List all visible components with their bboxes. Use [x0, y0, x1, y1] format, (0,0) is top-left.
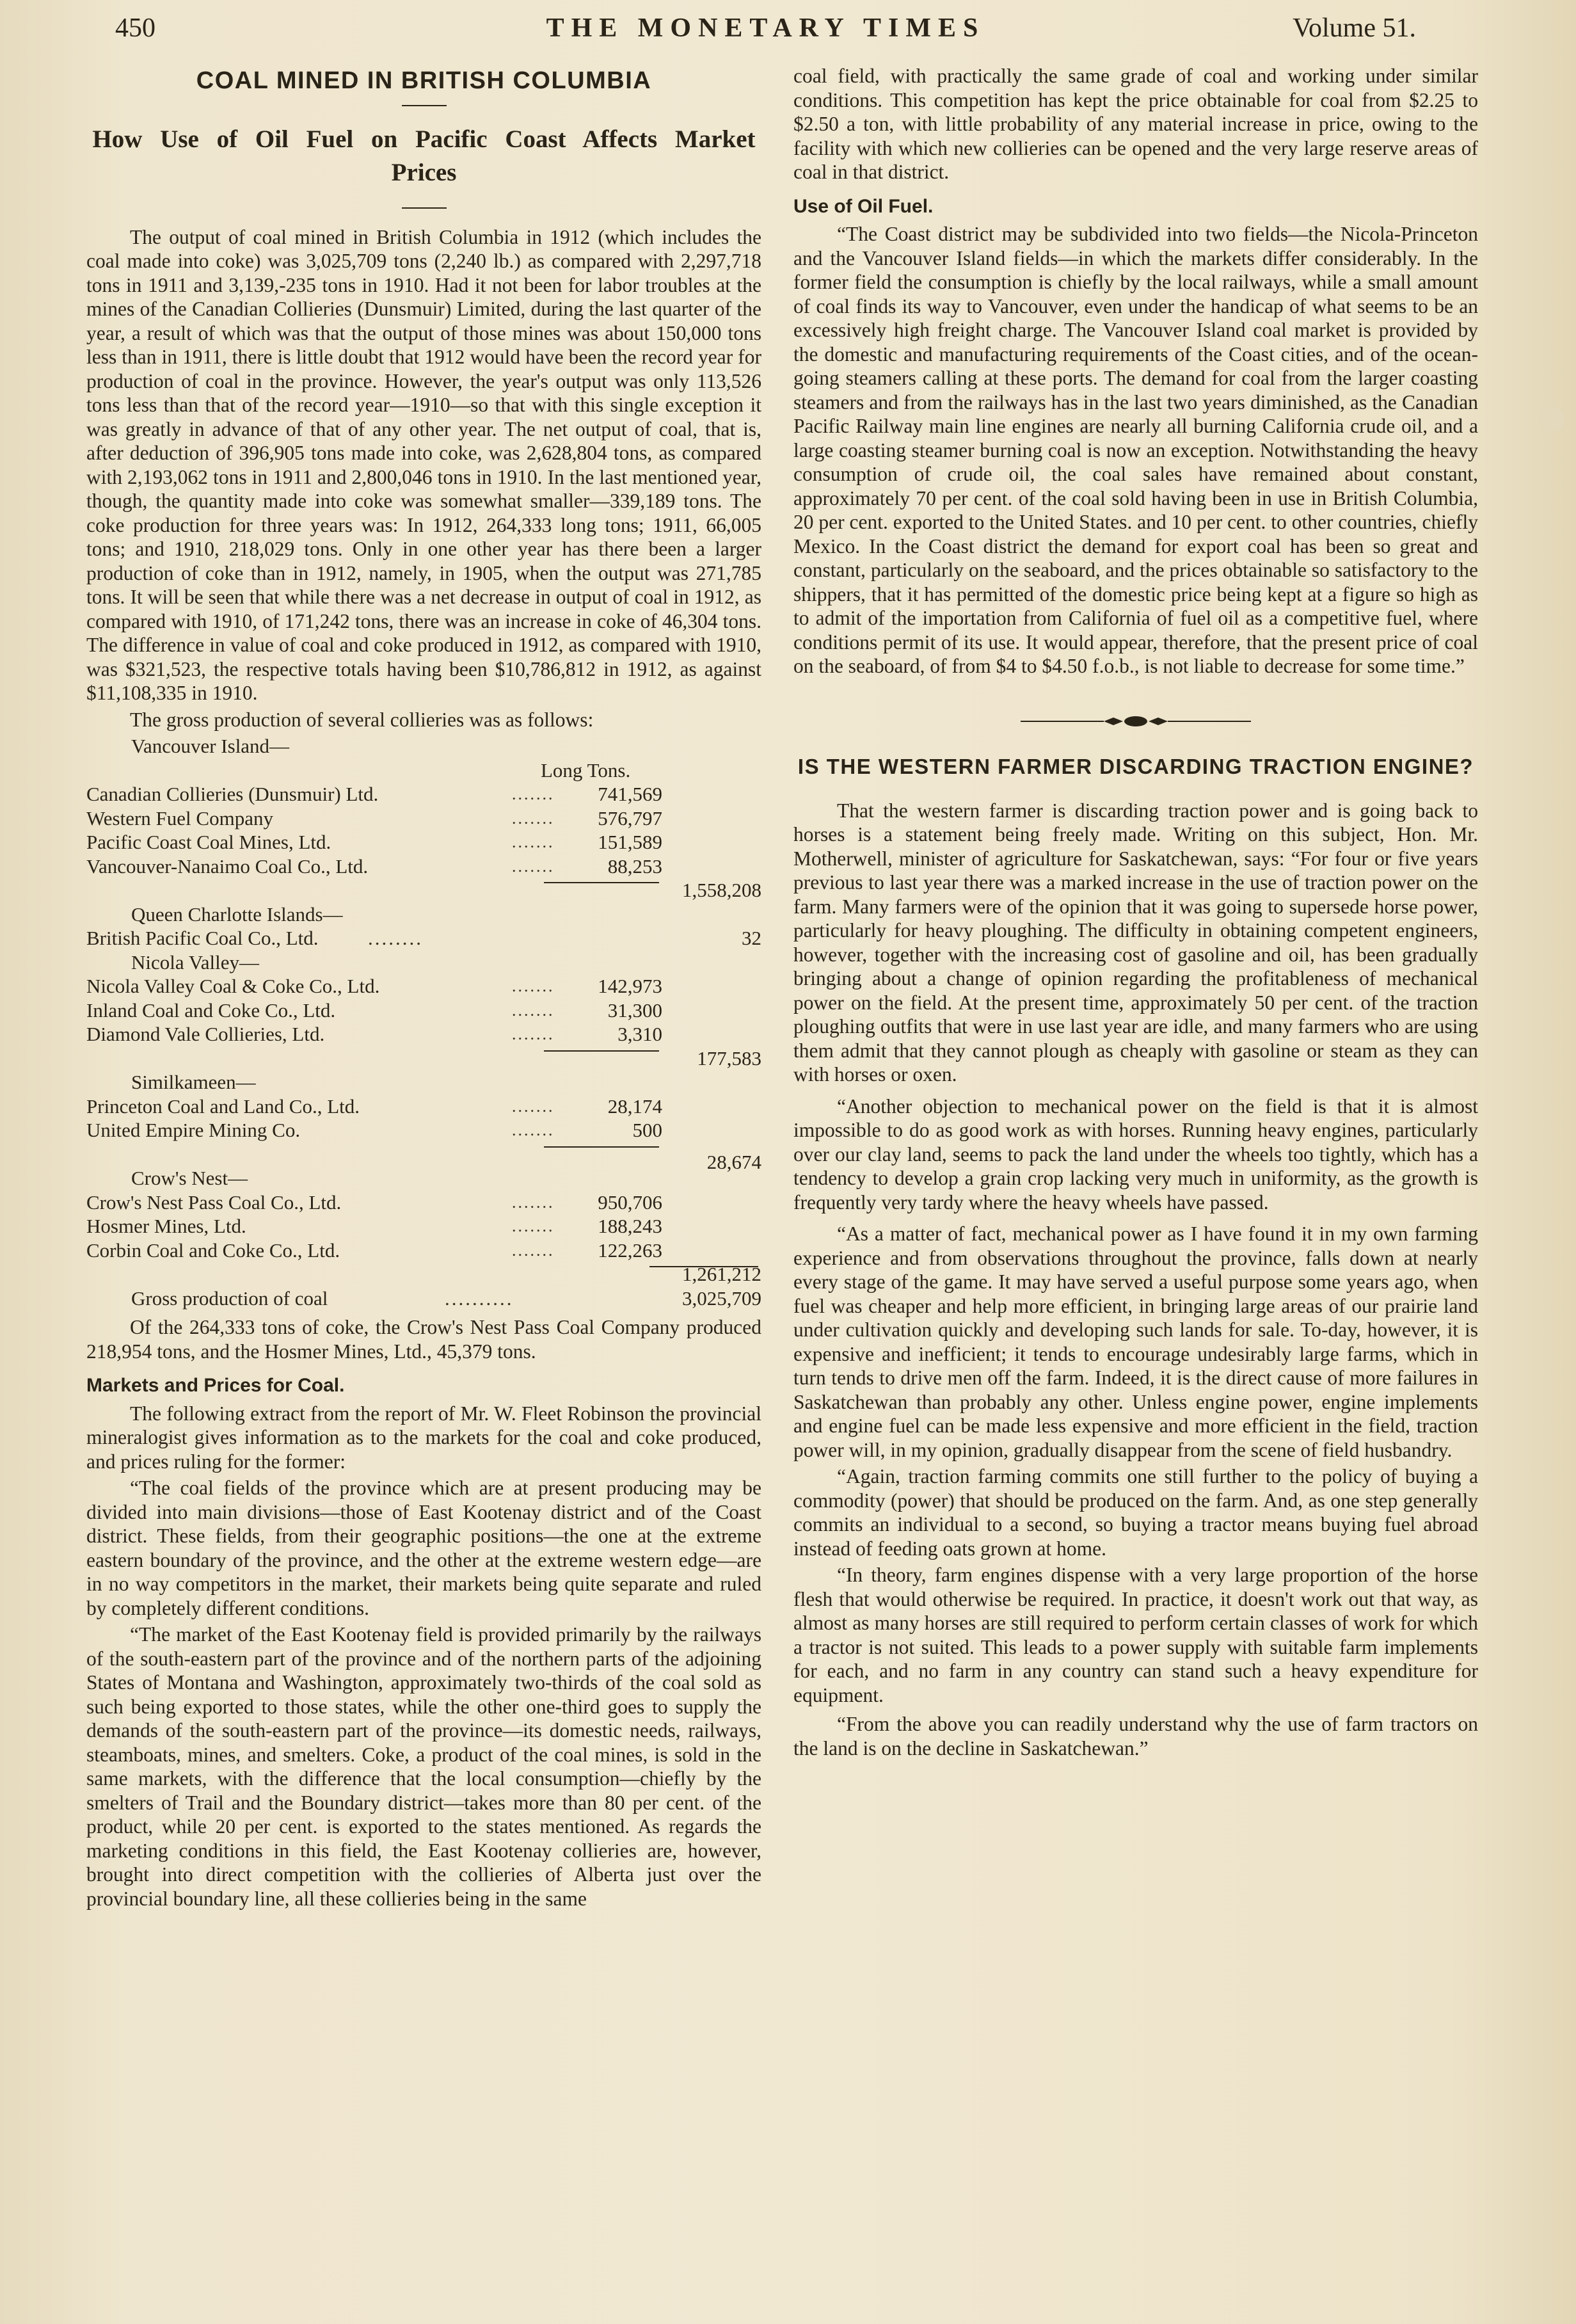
- paragraph: “In theory, farm engines dispense with a very large proportion of the horse flesh that would otherwise be required. In practice, it doesn't work out that way, as almost as many horses are still required to perform certain classes of work for which a tractor is not suited. This leads to a power supply with suitable farm implements for each, and no farm in any country can stand such a heavy expenditure for equipment.: [793, 1564, 1478, 1706]
- subtotal-value: 177,583: [697, 1046, 761, 1070]
- subtotal-value: 28,674: [706, 1150, 761, 1173]
- colliery-value: 32: [742, 927, 761, 949]
- left-column: [86, 64, 761, 1913]
- paragraph: Of the 264,333 tons of coke, the Crow's Nest Pass Coal Company produced 218,954 tons, and the Hosmer Mines, Ltd., 45,379 tons.: [86, 1316, 761, 1363]
- colliery-name: Hosmer Mines, Ltd.: [86, 1215, 246, 1237]
- colliery-value: 88,253: [607, 854, 662, 878]
- colliery-value: 151,589: [598, 831, 662, 853]
- colliery-name: British Pacific Coal Co., Ltd.: [86, 927, 319, 949]
- paragraph: “The coal fields of the province which are at present producing may be divided into main divisions—those of East Kootenay district and of the Coast district. These fields, from their geographic positions—the one at the extreme eastern boundary of the province, and the other at the extreme western edge—are in no way competitors in the market, their markets being quite separate and ruled by completely different conditions.: [86, 1477, 761, 1619]
- colliery-value: 576,797: [598, 806, 662, 829]
- table-row: [86, 998, 761, 1023]
- subtotal-value: 1,558,208: [682, 879, 761, 901]
- group-label-nicola: Nicola Valley—: [131, 950, 260, 974]
- table-row: [86, 1118, 761, 1142]
- table-row: [86, 1022, 761, 1046]
- leader-dots: .......: [512, 785, 555, 803]
- leader-dots: .......: [512, 1217, 555, 1235]
- table-row: [86, 806, 761, 831]
- leader-dots: .......: [512, 1192, 555, 1212]
- colliery-name: Princeton Coal and Land Co., Ltd.: [86, 1094, 360, 1118]
- colliery-value: 500: [632, 1119, 662, 1141]
- unit-header: Long Tons.: [541, 758, 631, 781]
- leader-dots: ..........: [445, 1286, 514, 1310]
- gross-label: Gross production of coal: [131, 1286, 328, 1310]
- subtotal-rule: [544, 1146, 659, 1148]
- table-row: [86, 926, 761, 950]
- masthead: THE MONETARY TIMES: [546, 13, 985, 43]
- paragraph: The output of coal mined in British Columbia in 1912 (which includes the coal made into coke) was 3,025,709 tons (2,240 lb.) as compared with 2,297,718 tons in 1911 and 3,139,-235 tons in 1910. Had it not been for labor troubles at the mines of the Canadian Collieries (Dunsmuir) Limited, during the last quarter of the year, a result of which was that the output of those mines was about 150,000 tons less than in 1911, there is little doubt that 1912 would have been the record year for production of coal in the province. However, the year's output was only 113,526 tons less than that of the record year—1910—so that with this single exception it was greatly in advance of that of any other year. The net output of coal, that is, after deduction of 396,905 tons made into coke, was 2,628,804 tons, as compared with 2,193,062 tons in 1911 and 2,800,046 tons in 1910. In the last mentioned year, though, the quantity made into coke was somewhat smaller—339,189 tons. The coke production for three years was: In 1912, 264,333 long tons; 1911, 66,005 tons; and 1910, 218,029 tons. Only in one other year has there been a larger production of coke than in 1912, namely, in 1905, when the output was 271,785 tons. It will be seen that while there was a net decrease in output of coal in 1912, as compared with 1910, of 171,242 tons, there was an increase in coke of 46,304 tons. The difference in value of coal and coke produced in 1912, as compared with 1910, was $321,523, the respective totals having been $10,786,812 in 1912, as against $11,108,335 in 1910.: [86, 225, 761, 704]
- leader-dots: .......: [512, 1121, 555, 1139]
- colliery-name: Western Fuel Company: [86, 806, 273, 829]
- group-label-qci: Queen Charlotte Islands—: [131, 902, 343, 926]
- paragraph: That the western farmer is discarding traction power and is going back to horses is a statement being freely made. Writing on this subject, Hon. Mr. Motherwell, minister of agriculture for Saskatchewan, says: “For four or five years previous to last year there was a marked increase in the use of traction power on the farm. Many farmers were of the opinion that it was going to supersede horse power, particularly for heavy ploughing. The difficulty in obtaining competent engineers, however, together with the increasing cost of gasoline and oil, has been gradually bringing about a change of opinion regarding the profitableness of mechanical power on the field. At the present time, approximately 50 per cent. of the traction ploughing outfits that were in use last year are idle, and many farmers who are using them admit that they cannot plough as cheaply with gasoline or steam as they can with horses or oxen.: [793, 799, 1478, 1086]
- right-column: [793, 64, 1478, 1763]
- leader-dots: .......: [512, 1000, 555, 1020]
- paragraph: “From the above you can readily understand why the use of farm tractors on the land is on the decline in Saskatchewan.”: [793, 1713, 1478, 1759]
- table-row: [86, 974, 761, 998]
- colliery-name: Canadian Collieries (Dunsmuir) Ltd.: [86, 783, 379, 805]
- table-row: [86, 830, 761, 854]
- section-heading: Use of Oil Fuel.: [793, 195, 934, 217]
- leader-dots: .......: [512, 808, 555, 828]
- gross-value: 3,025,709: [682, 1286, 761, 1310]
- page-smudge: [1539, 406, 1564, 432]
- table-row: [86, 1190, 761, 1215]
- column-gutter: [776, 64, 777, 2195]
- paragraph: The following extract from the report of Mr. W. Fleet Robinson the provincial mineralogist gives information as to the markets for the coal and coke produced, and prices ruling for the former:: [86, 1402, 761, 1473]
- paragraph: “The market of the East Kootenay field is provided primarily by the railways of the south-eastern part of the province and of the northern parts of the adjoining States of Montana and Washington, approximately two-thirds of the coal sold as such being exported to those states, while the other one-third goes to supply the demands of the south-eastern part of the province—its domestic needs, railways, steamboats, mines, and smelters. Coke, a product of the coal mines, is sold in the same markets, with the difference that the local consumption—chiefly by the smelters of Trail and the Boundary district—takes more than 80 per cent. of the product, while 20 per cent. is exported to the states mentioned. As regards the marketing conditions in this field, the East Kootenay collieries are, however, brought into direct competition with the collieries of Alberta just over the provincial boundary line, all these collieries being in the same: [86, 1623, 761, 1910]
- subtotal-row: [86, 1262, 761, 1286]
- subtotal-rule: [544, 1050, 659, 1052]
- leader-dots: .......: [512, 1025, 555, 1043]
- collieries-table: [86, 734, 761, 1310]
- paragraph: “As a matter of fact, mechanical power as I have found it in my own farming experience and from observations throughout the province, falls down at nearly every stage of the game. It may have served a useful purpose some years ago, when fuel was cheaper and help more efficient, in bringing large areas of our prairie land under cultivation quickly and developing such lands for sale. To-day, however, it is expensive and inefficient; it tends to encourage undesirably large farms, which in turn tends to drive men off the farm. Indeed, it is the direct cause of more failures in Saskatchewan than probably any other. Unless engine power, engine implements and engine fuel can be made less expensive and more efficient in the field, traction power will, in my opinion, gradually disappear from the scene of field husbandry.: [793, 1222, 1478, 1461]
- colliery-value: 188,243: [598, 1215, 662, 1237]
- page-number: 450: [115, 13, 155, 43]
- colliery-name: Crow's Nest Pass Coal Co., Ltd.: [86, 1190, 342, 1214]
- article-title: COAL MINED IN BRITISH COLUMBIA: [196, 67, 652, 94]
- table-row: [86, 1214, 761, 1238]
- volume-label: Volume 51.: [1293, 13, 1416, 43]
- colliery-value: 142,973: [598, 975, 662, 997]
- leader-dots: ........: [368, 927, 423, 949]
- colliery-name: Nicola Valley Coal & Coke Co., Ltd.: [86, 975, 380, 997]
- group-label-vancouver: Vancouver Island—: [131, 735, 290, 757]
- colliery-name: Pacific Coast Coal Mines, Ltd.: [86, 831, 331, 853]
- colliery-value: 28,174: [607, 1094, 662, 1118]
- title-rule: [402, 105, 447, 106]
- paragraph: The gross production of several collieries was as follows:: [130, 708, 594, 731]
- crows-nest-rows: [86, 1190, 761, 1263]
- paragraph: “The Coast district may be subdivided into two fields—the Nicola-Princeton and the Vancouver Island fields—in which the markets differ considerably. In the former field the consumption is chiefly by the local railways, while a small amount of coal finds its way to Vancouver, even under the handicap of what seems to be an excessively high freight charge. The Vancouver Island coal market is provided by the domestic and manufacturing requirements of the Coast cities, and of the ocean-going steamers calling at these ports. The demand for coal from the larger coasting steamers and from the railways has in the last two years diminished, as the Canadian Pacific Railway main line engines are nearly all burning California crude oil, and a large coasting steamer burning coal is now an exception. Notwithstanding the heavy consumption of crude oil, the coal sales have remained about constant, approximately 70 per cent. of the coal sold having been in use in British Columbia, 20 per cent. exported to the United States. and 10 per cent. to other countries, chiefly Mexico. In the Coast district the demand for export coal has been so great and constant, particularly on the seaboard, and the prices obtainable so satisfactory to the shippers, that it has permitted of the domestic price being kept at a figure so high as to admit of the importation from California of fuel oil as a competitive fuel, where conditions permit of its use. It would appear, therefore, that the present price of coal on the seaboard, of from $4 to $4.50 f.o.b., is not liable to decrease for some time.”: [793, 223, 1478, 677]
- leader-dots: .......: [512, 1240, 555, 1260]
- colliery-value: 741,569: [598, 783, 662, 805]
- colliery-value: 122,263: [598, 1238, 662, 1262]
- gross-row: [86, 1286, 761, 1311]
- article-title: IS THE WESTERN FARMER DISCARDING TRACTION ENGINE?: [797, 754, 1474, 778]
- subtotal-rule: [544, 882, 659, 883]
- colliery-name: Diamond Vale Collieries, Ltd.: [86, 1023, 325, 1045]
- leader-dots: .......: [512, 856, 555, 876]
- colliery-name: United Empire Mining Co.: [86, 1119, 301, 1141]
- paragraph: coal field, with practically the same grade of coal and working under similar conditions. This competition has kept the price obtainable for coal from $2.25 to $2.50 a ton, with little probability of any material increase in price, owing to the facility with which new collieries can be opened and the very large reserve areas of coal in that district.: [793, 65, 1478, 183]
- colliery-value: 31,300: [607, 998, 662, 1022]
- section-heading: Markets and Prices for Coal.: [86, 1375, 345, 1396]
- colliery-name: Corbin Coal and Coke Co., Ltd.: [86, 1238, 340, 1262]
- group-label-crows-nest: Crow's Nest—: [131, 1167, 248, 1189]
- page-header: [115, 13, 1416, 58]
- table-row: [86, 782, 761, 806]
- colliery-value: 950,706: [598, 1190, 662, 1214]
- similkameen-rows: [86, 1094, 761, 1142]
- ornament-icon: [1021, 715, 1251, 728]
- leader-dots: .......: [512, 1096, 555, 1116]
- subtotal-value: 1,261,212: [682, 1263, 761, 1285]
- table-row: [86, 1094, 761, 1119]
- group-label-similkameen: Similkameen—: [131, 1071, 256, 1093]
- paragraph: “Again, traction farming commits one still further to the policy of buying a commodity (power) that should be produced on the farm. And, as one step generally commits an individual to a second, so buying a tractor means buying fuel abroad instead of feeding oats grown at home.: [793, 1465, 1478, 1560]
- section-divider-ornament: [793, 709, 1478, 722]
- article-subtitle: How Use of Oil Fuel on Pacific Coast Affects Market Prices: [92, 125, 756, 186]
- leader-dots: .......: [512, 833, 555, 851]
- subtotal-row: [86, 1046, 761, 1071]
- subtotal-row: [86, 878, 761, 902]
- colliery-name: Vancouver-Nanaimo Coal Co., Ltd.: [86, 854, 369, 878]
- subtotal-row: [86, 1142, 761, 1173]
- table-row: [86, 1238, 761, 1263]
- vancouver-rows: [86, 782, 761, 878]
- leader-dots: .......: [512, 977, 555, 995]
- colliery-name: Inland Coal and Coke Co., Ltd.: [86, 998, 336, 1022]
- paragraph: “Another objection to mechanical power on the field is that it is almost impossible to do as good work as with horses. Running heavy engines, particularly over our clay land, seems to pack the land under the wheels too tightly, which has a tendency to develop a grain crop lacking very much in uniformity, as the growth is frequently very tardy where the heavy wheels have passed.: [793, 1094, 1478, 1214]
- colliery-value: 3,310: [617, 1023, 662, 1045]
- table-row: [86, 854, 761, 879]
- subtitle-rule: [402, 207, 447, 209]
- nicola-rows: [86, 974, 761, 1046]
